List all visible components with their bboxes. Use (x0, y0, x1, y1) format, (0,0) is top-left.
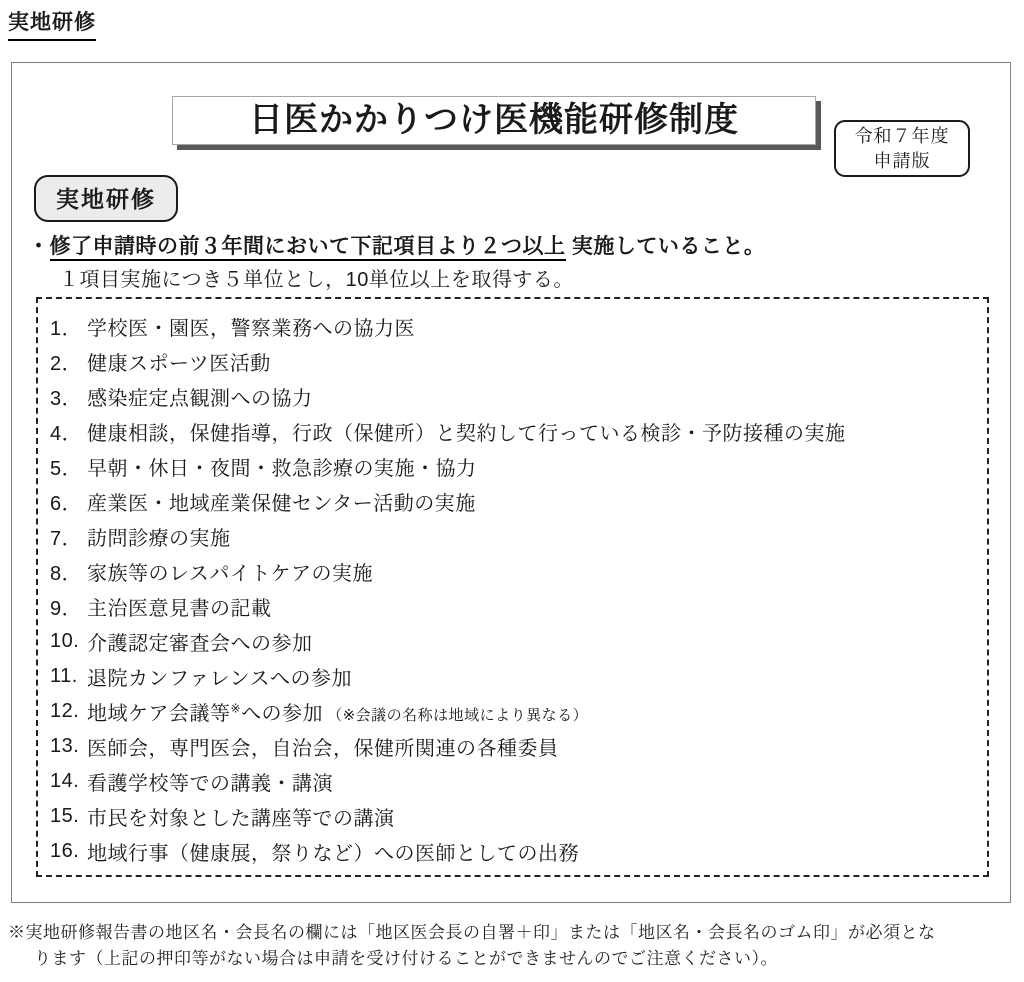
reference-mark: ※ (230, 701, 242, 716)
list-item (50, 694, 987, 729)
list-item-number: 12. (50, 700, 80, 722)
program-title: 日医かかりつけ医機能研修制度 (172, 96, 816, 145)
section-badge: 実地研修 (34, 175, 178, 222)
list-item-note: （※会議の名称は地域により異なる） (327, 707, 589, 724)
list-item-text: 家族等のレスパイトケアの実施 (87, 563, 373, 585)
list-item-number: 7． (50, 528, 83, 550)
list-item (50, 554, 987, 589)
list-item-text: 感染症定点観測への協力 (87, 388, 313, 410)
edition-badge-line2: 申請版 (873, 150, 931, 171)
list-item-number: 11. (50, 665, 78, 687)
list-item-text: 早朝・休日・夜間・救急診療の実施・協力 (87, 458, 477, 480)
list-item (50, 589, 987, 624)
main-panel (11, 62, 1011, 903)
list-item-text: 介護認定審査会への参加 (87, 633, 313, 655)
list-item-number: 14. (50, 770, 80, 792)
requirement-rest: 実施していること。 (565, 235, 766, 258)
list-item (50, 834, 987, 869)
list-item (50, 729, 987, 764)
list-item (50, 624, 987, 659)
edition-badge (834, 120, 970, 177)
list-item-text: 看護学校等での講義・講演 (87, 773, 333, 795)
list-item (50, 414, 987, 449)
bullet-mark: ・ (28, 235, 50, 258)
footnote-line2: ります（上記の押印等がない場合は申請を受け付けることができませんのでご注意ください）。 (34, 949, 778, 968)
page-title: 実地研修 (8, 6, 96, 41)
list-item-number: 16. (50, 840, 80, 862)
list-item-text: 医師会，専門医会，自治会，保健所関連の各種委員 (87, 738, 559, 760)
list-item-number: 8． (50, 563, 83, 585)
list-item (50, 764, 987, 799)
list-item-number: 5． (50, 458, 83, 480)
list-item-text: 産業医・地域産業保健センター活動の実施 (87, 493, 476, 515)
list-item-text: 学校医・園医，警察業務への協力医 (87, 318, 415, 340)
list-item (50, 344, 987, 379)
list-item-text: 訪問診療の実施 (87, 528, 231, 550)
list-item-text: 地域ケア会議等※への参加 （※会議の名称は地域により異なる） (87, 701, 589, 725)
list-item-number: 3． (50, 388, 83, 410)
list-item (50, 309, 987, 344)
edition-badge-line1: 令和７年度 (854, 126, 950, 147)
footnote-line1: ※実地研修報告書の地区名・会長名の欄には「地区医会長の自署＋印」または「地区名・会長名のゴム印」が必須とな (8, 923, 936, 942)
activity-list (50, 309, 987, 869)
list-item-text: 退院カンファレンスへの参加 (87, 668, 352, 690)
requirement-line2: １項目実施につき５単位とし，10単位以上を取得する。 (59, 269, 574, 291)
list-item-number: 1． (50, 318, 83, 340)
list-item-number: 10. (50, 630, 80, 652)
list-item-number: 13. (50, 735, 80, 757)
list-item-number: 9． (50, 598, 83, 620)
list-item (50, 484, 987, 519)
list-item (50, 799, 987, 834)
list-item-text: 市民を対象とした講座等での講演 (87, 808, 395, 830)
list-item-number: 6． (50, 493, 83, 515)
footnote (8, 920, 1016, 972)
list-item-text: 主治医意見書の記載 (87, 598, 272, 620)
list-item-text: 健康スポーツ医活動 (87, 353, 271, 375)
list-item-text: 健康相談，保健指導，行政（保健所）と契約して行っている検診・予防接種の実施 (87, 423, 846, 445)
list-item (50, 449, 987, 484)
list-item (50, 659, 987, 694)
requirement-line1 (28, 230, 765, 260)
list-item (50, 519, 987, 554)
requirement-underlined: 修了申請時の前３年間において下記項目より２つ以上 (50, 235, 566, 261)
list-item (50, 379, 987, 414)
list-item-number: 2． (50, 353, 83, 375)
activity-list-box (36, 297, 989, 877)
list-item-number: 4． (50, 423, 83, 445)
list-item-text: 地域行事（健康展，祭りなど）への医師としての出務 (87, 843, 579, 865)
list-item-number: 15. (50, 805, 80, 827)
